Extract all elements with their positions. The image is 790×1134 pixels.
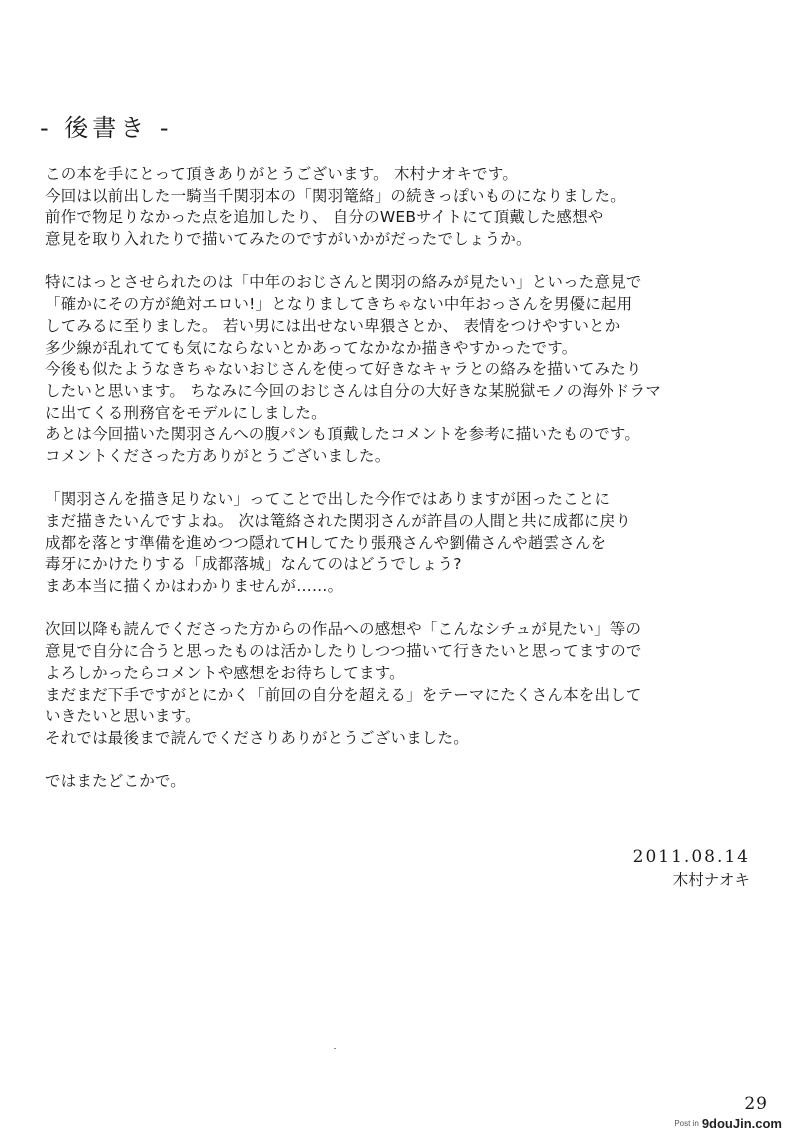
text-line: ではまたどこかで。 <box>45 772 186 791</box>
text-line: 毒牙にかけたりする「成都落城」なんてのはどうでしょう? <box>45 555 462 574</box>
text-line: コメントくださった方ありがとうございました。 <box>45 446 391 465</box>
text-line: 意見で自分に合うと思ったものは活かしたりしつつ描いて行きたいと思ってますので <box>45 642 642 661</box>
text-line: この本を手にとって頂きありがとうございます。 木村ナオキです。 <box>45 165 519 183</box>
text-line: 「関羽さんを描き足りない」ってことで出した今作ではありますが困ったことに <box>45 490 611 509</box>
text-line: 成都を落とす準備を進めつつ隠れてHしてたり張飛さんや劉備さんや趙雲さんを <box>45 533 607 552</box>
afterword-body <box>45 164 765 793</box>
signature-block <box>633 845 750 891</box>
scan-speck <box>334 1048 336 1049</box>
text-line: 特にはっとさせられたのは「中年のおじさんと関羽の絡みが見たい」といった意見で <box>45 273 642 292</box>
page-number: 29 <box>744 1094 768 1114</box>
text-line: いきたいと思います。 <box>45 707 201 726</box>
signature-author: 木村ナオキ <box>672 871 750 889</box>
paragraph-gap <box>45 251 765 273</box>
paragraph-gap <box>45 750 765 772</box>
text-line: に出てくる刑務官をモデルにしました。 <box>45 403 327 422</box>
text-line: それでは最後まで読んでくださりありがとうございました。 <box>45 728 469 747</box>
text-line: 前作で物足りなかった点を追加したり、 自分のWEBサイトにて頂戴した感想や <box>45 208 604 227</box>
text-line: 意見を取り入れたりで描いてみたのですがいかがだったでしょうか。 <box>45 230 532 249</box>
text-line: 多少線が乱れてても気にならないとかあってなかなか描きやすかったです。 <box>45 338 578 357</box>
site-watermark <box>674 1116 782 1132</box>
text-line: まあ本当に描くかはわかりませんが……。 <box>45 577 344 596</box>
text-line: まだ描きたいんですよね。 次は篭絡された関羽さんが許昌の人間と共に成都に戻り <box>45 512 632 530</box>
text-line: よろしかったらコメントや感想をお待ちしてます。 <box>45 663 405 682</box>
page-title: - 後書き - <box>40 114 173 142</box>
signature-date: 2011.08.14 <box>632 847 750 867</box>
text-line: 「確かにその方が絶対エロい!」となりましてきちゃない中年おっさんを男優に起用 <box>45 295 633 314</box>
watermark-site: 9douJin.com <box>701 1116 782 1131</box>
text-line: 今後も似たようなきちゃないおじさんを使って好きなキャラとの絡みを描いてみたり <box>45 360 642 379</box>
text-line: まだまだ下手ですがとにかく「前回の自分を超える」をテーマにたくさん本を出して <box>45 685 642 704</box>
watermark-prefix: Post in <box>674 1119 699 1128</box>
text-line: したいと思います。 ちなみに今回のおじさんは自分の大好きな某脱獄モノの海外ドラマ <box>45 381 662 400</box>
text-line: してみるに至りました。 若い男には出せない卑猥さとか、 表情をつけやすいとか <box>45 316 621 335</box>
text-line: 今回は以前出した一騎当千関羽本の「関羽篭絡」の続きっぽいものになりました。 <box>45 186 626 205</box>
paragraph-gap <box>45 468 765 490</box>
text-line: あとは今回描いた関羽さんへの腹パンも頂戴したコメントを参考に描いたものです。 <box>45 425 641 444</box>
text-line: 次回以降も読んでくださった方からの作品への感想や「こんなシチュが見たい」等の <box>45 620 642 639</box>
paragraph-gap <box>45 598 765 620</box>
